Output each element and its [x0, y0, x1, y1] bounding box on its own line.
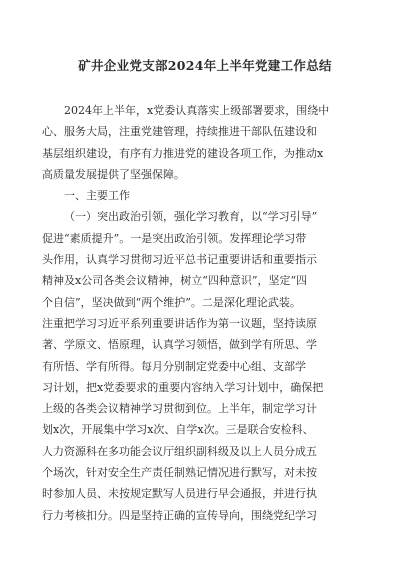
text-line: 行力考核扣分。四是坚持正确的宣传导向，围绕党纪学习 [42, 508, 317, 522]
text-line: 2024年上半年，x党委认真落实上级部署要求，围绕中 [64, 104, 330, 117]
intro-paragraph [42, 100, 368, 185]
section-heading-text: 一、主要工作 [64, 189, 130, 203]
text-line: （一）突出政治引领，强化学习教育，以“学习引导” [64, 210, 318, 224]
text-line: 习计划，把x党委要求的重要内容纳入学习计划中，确保把 [42, 380, 324, 394]
text-line: 促进“素质提升”。一是突出政治引领。发挥理论学习带 [42, 231, 307, 245]
text-line: 精神及x公司各类会议精神，树立“四种意识”，坚定“四 [42, 274, 308, 288]
text-line: 有所悟、学有所得。每月分别制定党委中心组、支部学 [42, 359, 306, 373]
text-line: 注重把学习习近平系列重要讲话作为第一议题，坚持读原 [42, 316, 317, 330]
text-line: 著、学原文、悟原理，认真学习领悟，做到学有所思、学 [42, 338, 317, 352]
text-line: 心、服务大局，注重党建管理，持续推进干部队伍建设和 [42, 125, 317, 139]
text-line: 头作用，认真学习贯彻习近平总书记重要讲话和重要指示 [42, 253, 317, 267]
section-body-paragraph [42, 206, 368, 525]
section-heading [42, 185, 368, 206]
document-title: 矿井企业党支部2024年上半年党建工作总结 [78, 58, 332, 73]
text-line: 基层组织建设，有序有力推进党的建设各项工作，为推动x [42, 146, 324, 160]
text-line: 时参加人员、未按规定默写人员进行早会通报，并进行执 [42, 487, 317, 501]
text-line: 高质量发展提供了坚强保障。 [42, 167, 185, 181]
text-line: 划x次，开展集中学习x次、自学x次。三是联合安检科、 [42, 423, 314, 437]
text-line: 个场次，针对安全生产责任制熟记情况进行默写，对未按 [42, 466, 317, 480]
text-line: 人力资源科在多功能会议厅组织副科级及以上人员分成五 [42, 444, 317, 458]
text-line: 上级的各类会议精神学习贯彻到位。上半年，制定学习计 [42, 402, 317, 416]
text-line: 个自信”，坚决做到“两个维护”。二是深化理论武装。 [42, 295, 301, 309]
